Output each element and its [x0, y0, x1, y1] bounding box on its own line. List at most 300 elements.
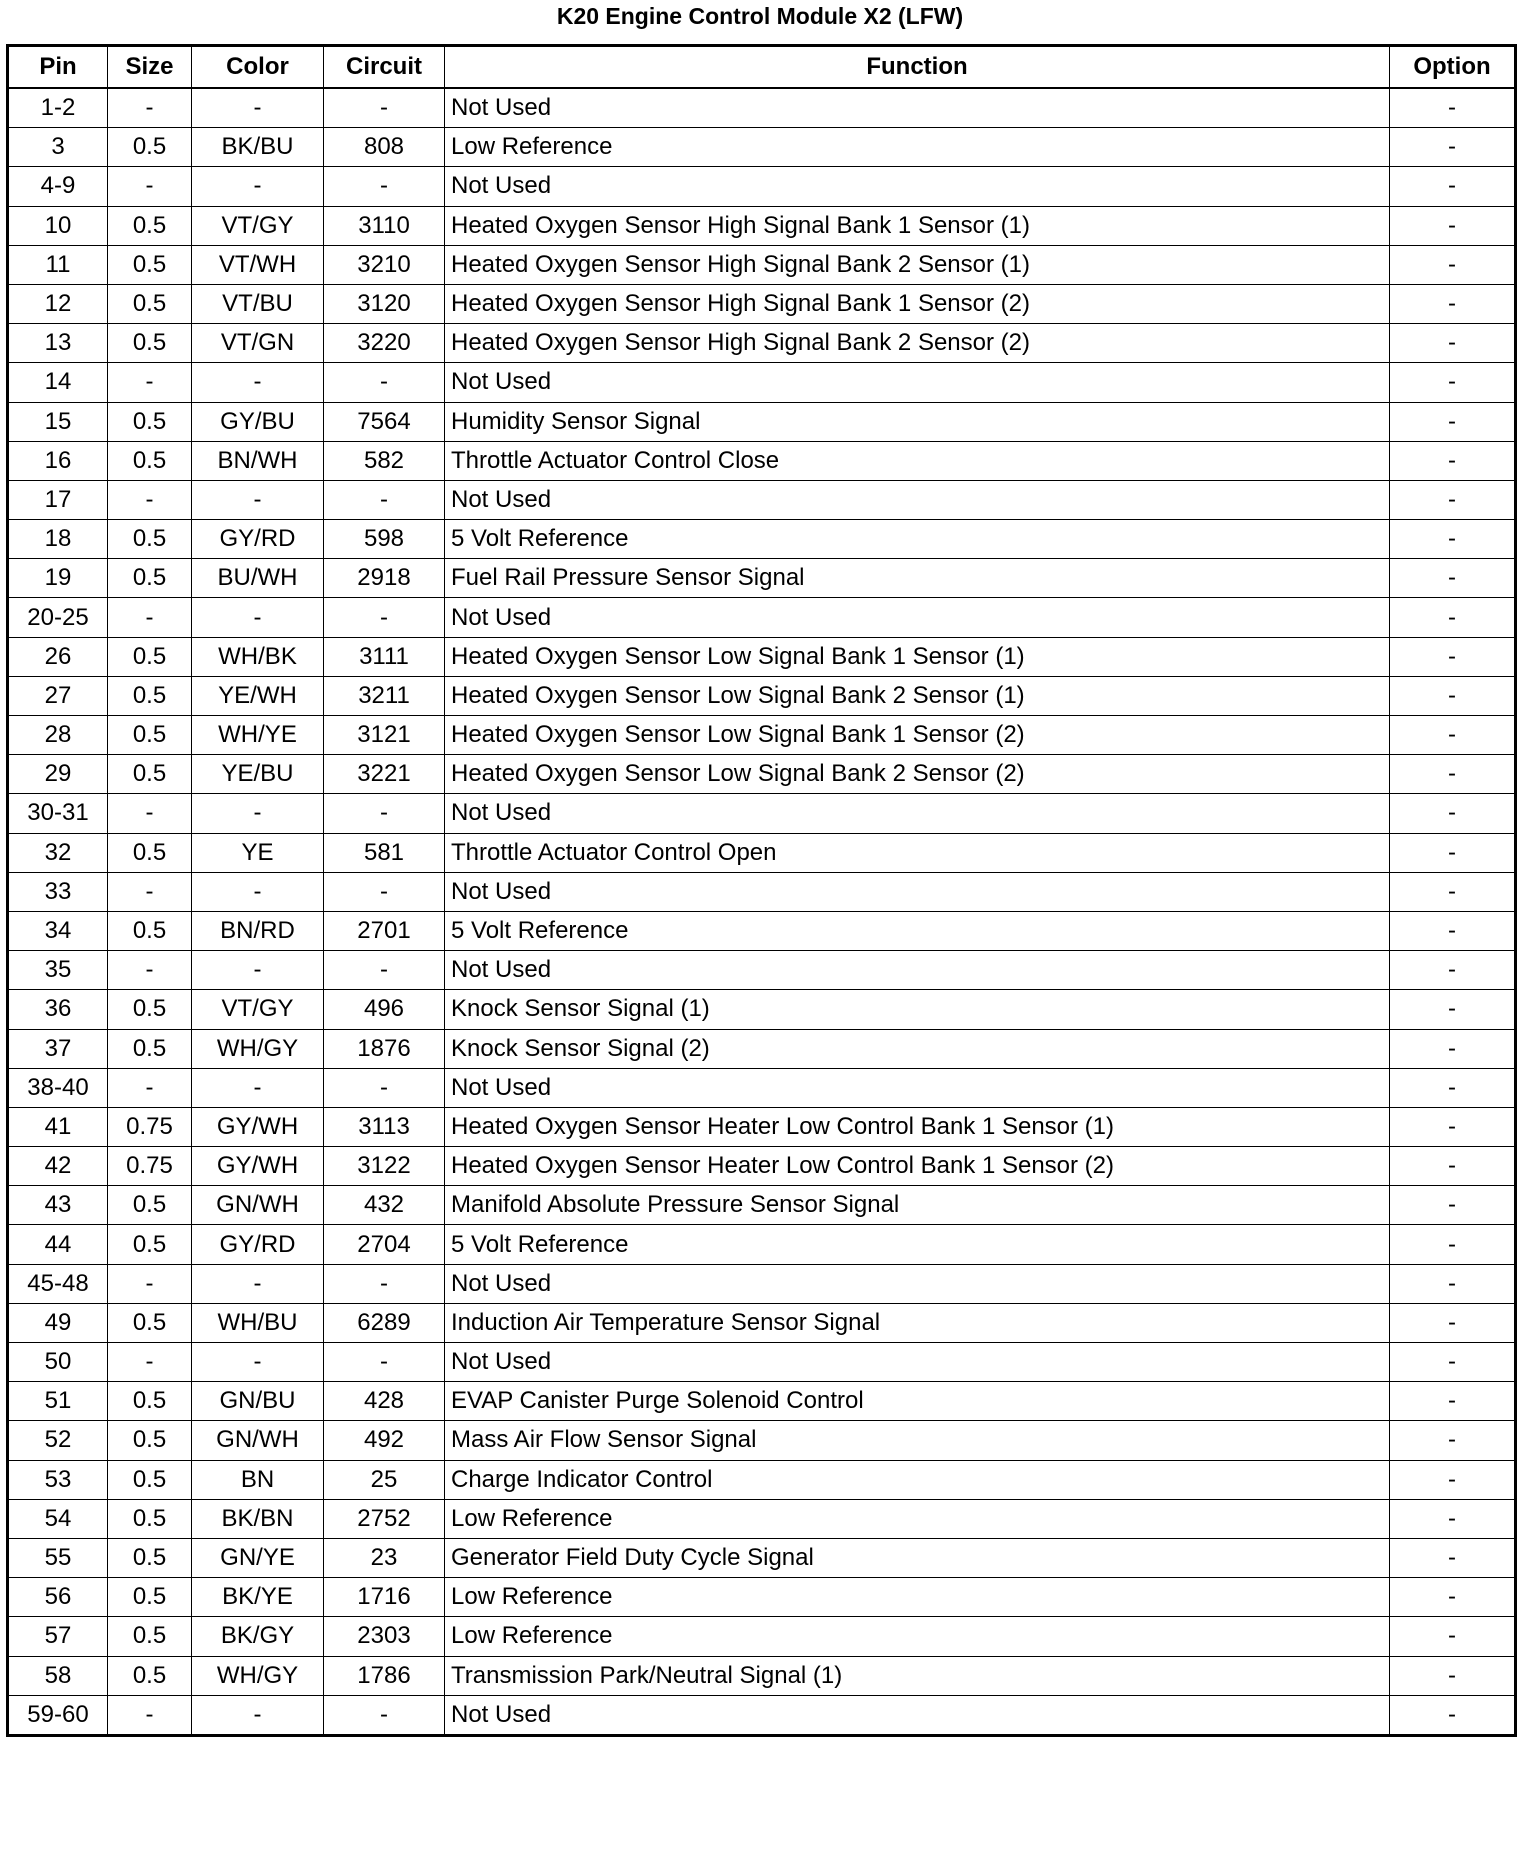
- cell-pin: 43: [8, 1186, 108, 1225]
- cell-function: Throttle Actuator Control Open: [445, 833, 1390, 872]
- cell-size: 0.5: [108, 1578, 192, 1617]
- cell-pin: 3: [8, 128, 108, 167]
- cell-circuit: 3111: [324, 637, 445, 676]
- cell-size: 0.5: [108, 676, 192, 715]
- cell-option: -: [1390, 872, 1516, 911]
- cell-option: -: [1390, 167, 1516, 206]
- cell-circuit: 2701: [324, 911, 445, 950]
- cell-pin: 26: [8, 637, 108, 676]
- cell-function: Low Reference: [445, 1617, 1390, 1656]
- cell-function: Not Used: [445, 598, 1390, 637]
- cell-pin: 19: [8, 559, 108, 598]
- column-header-function: Function: [445, 46, 1390, 89]
- cell-pin: 32: [8, 833, 108, 872]
- cell-color: BN/WH: [192, 441, 324, 480]
- cell-size: 0.5: [108, 990, 192, 1029]
- cell-color: -: [192, 794, 324, 833]
- cell-size: 0.5: [108, 1186, 192, 1225]
- cell-function: Induction Air Temperature Sensor Signal: [445, 1303, 1390, 1342]
- cell-color: VT/GY: [192, 990, 324, 1029]
- cell-size: 0.5: [108, 637, 192, 676]
- table-row: [8, 1421, 1516, 1460]
- table-row: [8, 1303, 1516, 1342]
- table-row: [8, 911, 1516, 950]
- cell-pin: 16: [8, 441, 108, 480]
- table-row: [8, 559, 1516, 598]
- cell-pin: 37: [8, 1029, 108, 1068]
- cell-pin: 18: [8, 520, 108, 559]
- cell-option: -: [1390, 1538, 1516, 1577]
- cell-circuit: 496: [324, 990, 445, 1029]
- cell-pin: 15: [8, 402, 108, 441]
- cell-color: WH/YE: [192, 716, 324, 755]
- cell-function: Fuel Rail Pressure Sensor Signal: [445, 559, 1390, 598]
- cell-function: Heated Oxygen Sensor Low Signal Bank 1 Sensor (1): [445, 637, 1390, 676]
- cell-color: VT/BU: [192, 284, 324, 323]
- cell-pin: 30-31: [8, 794, 108, 833]
- cell-pin: 29: [8, 755, 108, 794]
- table-row: [8, 1656, 1516, 1695]
- cell-pin: 35: [8, 951, 108, 990]
- cell-circuit: 3220: [324, 324, 445, 363]
- cell-option: -: [1390, 833, 1516, 872]
- cell-option: -: [1390, 128, 1516, 167]
- cell-size: 0.5: [108, 1617, 192, 1656]
- cell-pin: 17: [8, 480, 108, 519]
- cell-option: -: [1390, 1264, 1516, 1303]
- cell-pin: 33: [8, 872, 108, 911]
- cell-size: -: [108, 88, 192, 128]
- cell-size: 0.5: [108, 1029, 192, 1068]
- cell-color: GY/BU: [192, 402, 324, 441]
- cell-size: 0.5: [108, 402, 192, 441]
- cell-circuit: 3122: [324, 1147, 445, 1186]
- cell-size: 0.5: [108, 1421, 192, 1460]
- cell-color: -: [192, 598, 324, 637]
- table-row: [8, 1617, 1516, 1656]
- table-row: [8, 363, 1516, 402]
- cell-circuit: -: [324, 1068, 445, 1107]
- cell-option: -: [1390, 324, 1516, 363]
- cell-color: YE/BU: [192, 755, 324, 794]
- cell-circuit: 598: [324, 520, 445, 559]
- cell-color: -: [192, 1068, 324, 1107]
- cell-function: Not Used: [445, 951, 1390, 990]
- cell-circuit: 3113: [324, 1107, 445, 1146]
- cell-color: -: [192, 1695, 324, 1735]
- cell-circuit: -: [324, 1695, 445, 1735]
- cell-pin: 56: [8, 1578, 108, 1617]
- cell-color: YE: [192, 833, 324, 872]
- cell-circuit: 432: [324, 1186, 445, 1225]
- cell-circuit: 582: [324, 441, 445, 480]
- cell-pin: 50: [8, 1343, 108, 1382]
- cell-circuit: 3221: [324, 755, 445, 794]
- cell-size: -: [108, 167, 192, 206]
- cell-size: 0.5: [108, 284, 192, 323]
- cell-option: -: [1390, 1225, 1516, 1264]
- cell-size: 0.75: [108, 1107, 192, 1146]
- cell-option: -: [1390, 676, 1516, 715]
- cell-circuit: -: [324, 598, 445, 637]
- cell-function: Mass Air Flow Sensor Signal: [445, 1421, 1390, 1460]
- cell-function: EVAP Canister Purge Solenoid Control: [445, 1382, 1390, 1421]
- cell-pin: 57: [8, 1617, 108, 1656]
- cell-circuit: -: [324, 480, 445, 519]
- cell-color: BN/RD: [192, 911, 324, 950]
- cell-circuit: 2918: [324, 559, 445, 598]
- cell-function: Not Used: [445, 1343, 1390, 1382]
- cell-color: BN: [192, 1460, 324, 1499]
- cell-option: -: [1390, 1460, 1516, 1499]
- table-row: [8, 1343, 1516, 1382]
- cell-size: 0.5: [108, 1382, 192, 1421]
- cell-size: 0.5: [108, 1499, 192, 1538]
- cell-color: BU/WH: [192, 559, 324, 598]
- cell-function: Not Used: [445, 167, 1390, 206]
- cell-circuit: 3110: [324, 206, 445, 245]
- cell-function: Heated Oxygen Sensor Heater Low Control Bank 1 Sensor (1): [445, 1107, 1390, 1146]
- table-row: [8, 520, 1516, 559]
- cell-function: Not Used: [445, 1264, 1390, 1303]
- cell-option: -: [1390, 441, 1516, 480]
- cell-option: -: [1390, 716, 1516, 755]
- cell-pin: 53: [8, 1460, 108, 1499]
- cell-option: -: [1390, 1303, 1516, 1342]
- table-row: [8, 88, 1516, 128]
- cell-color: -: [192, 363, 324, 402]
- table-row: [8, 1695, 1516, 1735]
- table-row: [8, 637, 1516, 676]
- cell-circuit: 25: [324, 1460, 445, 1499]
- cell-function: Charge Indicator Control: [445, 1460, 1390, 1499]
- table-row: [8, 245, 1516, 284]
- cell-function: Not Used: [445, 363, 1390, 402]
- cell-option: -: [1390, 794, 1516, 833]
- cell-pin: 51: [8, 1382, 108, 1421]
- cell-option: -: [1390, 363, 1516, 402]
- table-row: [8, 1499, 1516, 1538]
- cell-function: Heated Oxygen Sensor Low Signal Bank 2 Sensor (1): [445, 676, 1390, 715]
- table-row: [8, 1068, 1516, 1107]
- cell-color: BK/GY: [192, 1617, 324, 1656]
- cell-pin: 38-40: [8, 1068, 108, 1107]
- cell-option: -: [1390, 1695, 1516, 1735]
- cell-circuit: 428: [324, 1382, 445, 1421]
- cell-pin: 41: [8, 1107, 108, 1146]
- cell-option: -: [1390, 480, 1516, 519]
- cell-option: -: [1390, 1499, 1516, 1538]
- cell-size: -: [108, 1695, 192, 1735]
- cell-function: Heated Oxygen Sensor High Signal Bank 2 Sensor (1): [445, 245, 1390, 284]
- cell-size: 0.5: [108, 245, 192, 284]
- cell-color: -: [192, 167, 324, 206]
- table-row: [8, 167, 1516, 206]
- table-row: [8, 990, 1516, 1029]
- cell-function: Manifold Absolute Pressure Sensor Signal: [445, 1186, 1390, 1225]
- pinout-table: [6, 44, 1517, 1737]
- cell-pin: 14: [8, 363, 108, 402]
- cell-function: Not Used: [445, 1068, 1390, 1107]
- cell-color: GY/RD: [192, 520, 324, 559]
- cell-pin: 59-60: [8, 1695, 108, 1735]
- cell-color: YE/WH: [192, 676, 324, 715]
- cell-pin: 13: [8, 324, 108, 363]
- column-header-color: Color: [192, 46, 324, 89]
- cell-size: -: [108, 480, 192, 519]
- cell-size: -: [108, 1068, 192, 1107]
- table-row: [8, 872, 1516, 911]
- table-row: [8, 598, 1516, 637]
- table-row: [8, 1264, 1516, 1303]
- cell-option: -: [1390, 1029, 1516, 1068]
- cell-circuit: -: [324, 88, 445, 128]
- cell-size: 0.5: [108, 716, 192, 755]
- table-row: [8, 1186, 1516, 1225]
- cell-pin: 4-9: [8, 167, 108, 206]
- cell-option: -: [1390, 1382, 1516, 1421]
- cell-size: 0.5: [108, 755, 192, 794]
- table-row: [8, 794, 1516, 833]
- cell-color: GN/WH: [192, 1186, 324, 1225]
- cell-color: VT/WH: [192, 245, 324, 284]
- cell-circuit: 3211: [324, 676, 445, 715]
- cell-circuit: 1786: [324, 1656, 445, 1695]
- table-row: [8, 402, 1516, 441]
- cell-circuit: 581: [324, 833, 445, 872]
- cell-option: -: [1390, 1578, 1516, 1617]
- cell-color: VT/GY: [192, 206, 324, 245]
- cell-circuit: -: [324, 1343, 445, 1382]
- cell-pin: 20-25: [8, 598, 108, 637]
- cell-circuit: 2752: [324, 1499, 445, 1538]
- cell-option: -: [1390, 206, 1516, 245]
- cell-size: 0.5: [108, 911, 192, 950]
- cell-size: -: [108, 951, 192, 990]
- cell-function: Humidity Sensor Signal: [445, 402, 1390, 441]
- table-row: [8, 1460, 1516, 1499]
- cell-function: Not Used: [445, 1695, 1390, 1735]
- table-row: [8, 1029, 1516, 1068]
- cell-option: -: [1390, 1186, 1516, 1225]
- cell-circuit: 1876: [324, 1029, 445, 1068]
- cell-color: -: [192, 872, 324, 911]
- cell-option: -: [1390, 755, 1516, 794]
- cell-option: -: [1390, 88, 1516, 128]
- cell-option: -: [1390, 637, 1516, 676]
- cell-circuit: 3121: [324, 716, 445, 755]
- cell-option: -: [1390, 911, 1516, 950]
- cell-size: 0.5: [108, 833, 192, 872]
- cell-function: Generator Field Duty Cycle Signal: [445, 1538, 1390, 1577]
- cell-option: -: [1390, 284, 1516, 323]
- cell-circuit: 492: [324, 1421, 445, 1460]
- cell-function: 5 Volt Reference: [445, 520, 1390, 559]
- cell-pin: 45-48: [8, 1264, 108, 1303]
- cell-function: Low Reference: [445, 1578, 1390, 1617]
- table-row: [8, 951, 1516, 990]
- cell-circuit: -: [324, 1264, 445, 1303]
- cell-circuit: 6289: [324, 1303, 445, 1342]
- cell-circuit: 808: [324, 128, 445, 167]
- table-row: [8, 324, 1516, 363]
- cell-function: Heated Oxygen Sensor High Signal Bank 1 Sensor (2): [445, 284, 1390, 323]
- cell-size: -: [108, 794, 192, 833]
- table-row: [8, 206, 1516, 245]
- cell-size: -: [108, 1264, 192, 1303]
- cell-function: Heated Oxygen Sensor High Signal Bank 2 Sensor (2): [445, 324, 1390, 363]
- cell-function: Knock Sensor Signal (2): [445, 1029, 1390, 1068]
- column-header-size: Size: [108, 46, 192, 89]
- cell-color: GY/RD: [192, 1225, 324, 1264]
- cell-size: 0.5: [108, 324, 192, 363]
- cell-color: -: [192, 88, 324, 128]
- cell-pin: 42: [8, 1147, 108, 1186]
- cell-option: -: [1390, 1656, 1516, 1695]
- table-row: [8, 284, 1516, 323]
- cell-color: BK/BN: [192, 1499, 324, 1538]
- cell-option: -: [1390, 245, 1516, 284]
- cell-color: BK/YE: [192, 1578, 324, 1617]
- cell-circuit: 3120: [324, 284, 445, 323]
- table-row: [8, 1147, 1516, 1186]
- cell-function: 5 Volt Reference: [445, 1225, 1390, 1264]
- cell-size: -: [108, 1343, 192, 1382]
- cell-option: -: [1390, 1147, 1516, 1186]
- cell-option: -: [1390, 559, 1516, 598]
- cell-function: Throttle Actuator Control Close: [445, 441, 1390, 480]
- cell-pin: 44: [8, 1225, 108, 1264]
- cell-size: 0.5: [108, 1538, 192, 1577]
- cell-color: GN/WH: [192, 1421, 324, 1460]
- cell-size: 0.5: [108, 559, 192, 598]
- cell-color: -: [192, 951, 324, 990]
- cell-function: Knock Sensor Signal (1): [445, 990, 1390, 1029]
- cell-option: -: [1390, 1421, 1516, 1460]
- cell-option: -: [1390, 402, 1516, 441]
- cell-pin: 52: [8, 1421, 108, 1460]
- cell-circuit: -: [324, 951, 445, 990]
- cell-circuit: -: [324, 363, 445, 402]
- column-header-option: Option: [1390, 46, 1516, 89]
- cell-color: -: [192, 1264, 324, 1303]
- cell-option: -: [1390, 1343, 1516, 1382]
- cell-size: 0.5: [108, 1656, 192, 1695]
- table-row: [8, 480, 1516, 519]
- cell-function: Low Reference: [445, 1499, 1390, 1538]
- cell-option: -: [1390, 990, 1516, 1029]
- cell-size: -: [108, 872, 192, 911]
- cell-circuit: 1716: [324, 1578, 445, 1617]
- cell-function: Low Reference: [445, 128, 1390, 167]
- cell-pin: 55: [8, 1538, 108, 1577]
- cell-size: 0.5: [108, 1460, 192, 1499]
- cell-size: 0.5: [108, 1225, 192, 1264]
- cell-circuit: 7564: [324, 402, 445, 441]
- cell-option: -: [1390, 598, 1516, 637]
- table-row: [8, 716, 1516, 755]
- cell-color: -: [192, 1343, 324, 1382]
- cell-function: Not Used: [445, 88, 1390, 128]
- cell-color: BK/BU: [192, 128, 324, 167]
- cell-color: GY/WH: [192, 1147, 324, 1186]
- table-row: [8, 1225, 1516, 1264]
- cell-color: WH/BK: [192, 637, 324, 676]
- cell-pin: 49: [8, 1303, 108, 1342]
- cell-size: -: [108, 363, 192, 402]
- cell-size: 0.5: [108, 1303, 192, 1342]
- cell-color: WH/GY: [192, 1656, 324, 1695]
- table-body: [8, 88, 1516, 1735]
- cell-color: VT/GN: [192, 324, 324, 363]
- cell-pin: 54: [8, 1499, 108, 1538]
- cell-pin: 11: [8, 245, 108, 284]
- cell-size: 0.75: [108, 1147, 192, 1186]
- cell-option: -: [1390, 1068, 1516, 1107]
- cell-size: 0.5: [108, 520, 192, 559]
- table-row: [8, 833, 1516, 872]
- cell-option: -: [1390, 1617, 1516, 1656]
- cell-function: 5 Volt Reference: [445, 911, 1390, 950]
- cell-color: WH/GY: [192, 1029, 324, 1068]
- table-row: [8, 755, 1516, 794]
- table-row: [8, 676, 1516, 715]
- cell-size: 0.5: [108, 441, 192, 480]
- table-row: [8, 1382, 1516, 1421]
- column-header-pin: Pin: [8, 46, 108, 89]
- cell-option: -: [1390, 520, 1516, 559]
- cell-function: Transmission Park/Neutral Signal (1): [445, 1656, 1390, 1695]
- cell-function: Heated Oxygen Sensor Heater Low Control Bank 1 Sensor (2): [445, 1147, 1390, 1186]
- cell-pin: 58: [8, 1656, 108, 1695]
- page-title: K20 Engine Control Module X2 (LFW): [556, 3, 964, 29]
- cell-size: 0.5: [108, 128, 192, 167]
- cell-pin: 27: [8, 676, 108, 715]
- cell-circuit: 2704: [324, 1225, 445, 1264]
- cell-color: GY/WH: [192, 1107, 324, 1146]
- cell-circuit: 3210: [324, 245, 445, 284]
- cell-option: -: [1390, 951, 1516, 990]
- cell-pin: 28: [8, 716, 108, 755]
- column-header-circuit: Circuit: [324, 46, 445, 89]
- cell-option: -: [1390, 1107, 1516, 1146]
- table-row: [8, 1107, 1516, 1146]
- cell-pin: 1-2: [8, 88, 108, 128]
- cell-function: Heated Oxygen Sensor Low Signal Bank 2 Sensor (2): [445, 755, 1390, 794]
- cell-color: GN/BU: [192, 1382, 324, 1421]
- cell-pin: 12: [8, 284, 108, 323]
- table-header-row: [8, 46, 1516, 89]
- cell-color: -: [192, 480, 324, 519]
- cell-function: Not Used: [445, 480, 1390, 519]
- cell-color: GN/YE: [192, 1538, 324, 1577]
- cell-function: Not Used: [445, 872, 1390, 911]
- cell-pin: 34: [8, 911, 108, 950]
- table-row: [8, 128, 1516, 167]
- cell-circuit: -: [324, 794, 445, 833]
- cell-circuit: -: [324, 872, 445, 911]
- cell-pin: 36: [8, 990, 108, 1029]
- cell-circuit: 2303: [324, 1617, 445, 1656]
- cell-function: Heated Oxygen Sensor Low Signal Bank 1 Sensor (2): [445, 716, 1390, 755]
- cell-size: -: [108, 598, 192, 637]
- cell-circuit: -: [324, 167, 445, 206]
- table-row: [8, 1578, 1516, 1617]
- cell-circuit: 23: [324, 1538, 445, 1577]
- cell-function: Heated Oxygen Sensor High Signal Bank 1 Sensor (1): [445, 206, 1390, 245]
- cell-pin: 10: [8, 206, 108, 245]
- cell-function: Not Used: [445, 794, 1390, 833]
